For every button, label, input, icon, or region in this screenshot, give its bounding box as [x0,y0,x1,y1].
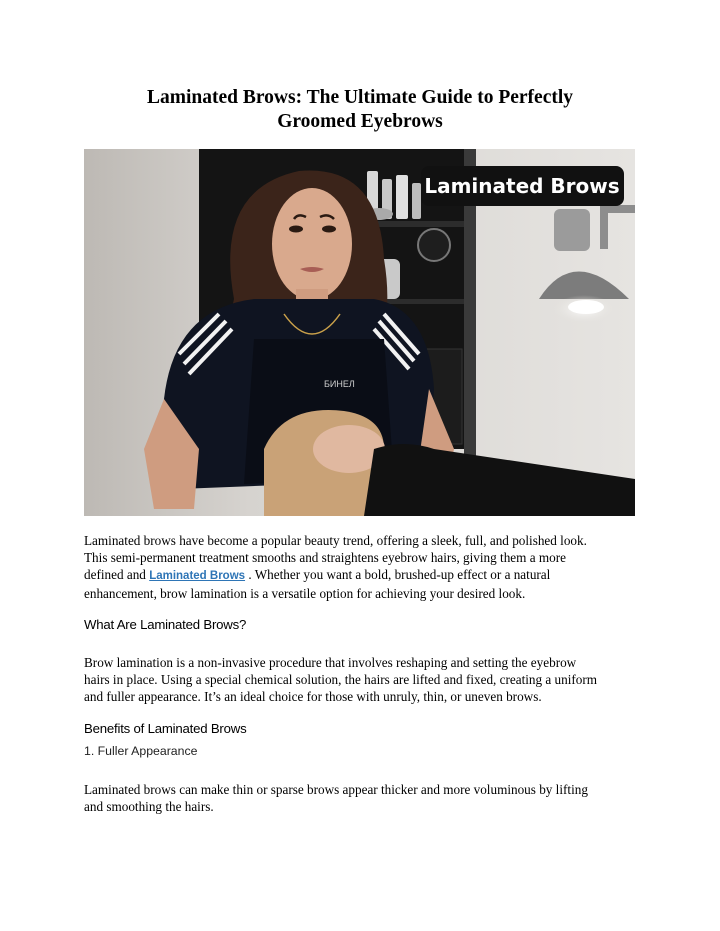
text-line: and smoothing the hairs. [84,799,214,814]
text-line: Laminated brows can make thin or sparse brows appear thicker and more voluminous by lifting [84,782,588,797]
text-line: Laminated brows have become a popular beauty trend, offering a sleek, full, and polished look. [84,533,587,548]
intro-paragraph [84,532,644,602]
page-title [80,86,640,134]
text-line [84,566,644,585]
laminated-brows-link[interactable]: Laminated Brows [149,570,246,582]
section-heading-benefits: Benefits of Laminated Brows [84,721,247,736]
section-heading-what-are: What Are Laminated Brows? [84,617,247,632]
benefit-paragraph [84,781,644,815]
text-span: . Whether you want a bold, brushed-up effect or a natural [245,567,551,582]
hero-image [84,149,635,516]
apron-text: БИНЕЛ [324,379,355,389]
hero-badge-label: Laminated Brows [424,174,620,198]
benefit-subheading: 1. Fuller Appearance [84,744,198,758]
title-line: Groomed Eyebrows [277,111,443,132]
text-line: and fuller appearance. It’s an ideal choice for those with unruly, thin, or uneven brows. [84,689,542,704]
text-line: hairs in place. Using a special chemical solution, the hairs are lifted and fixed, creating a uniform [84,672,598,687]
text-line: Brow lamination is a non-invasive procedure that involves reshaping and setting the eyebrow [84,655,577,670]
hero-illustration [84,149,635,516]
text-span: defined and [84,567,150,582]
what-are-paragraph [84,654,644,705]
title-line: Laminated Brows: The Ultimate Guide to Perfectly [146,87,574,108]
text-line: This semi-permanent treatment smooths and straightens eyebrow hairs, giving them a more [84,550,566,565]
text-line: enhancement, brow lamination is a versatile option for achieving your desired look. [84,586,526,601]
